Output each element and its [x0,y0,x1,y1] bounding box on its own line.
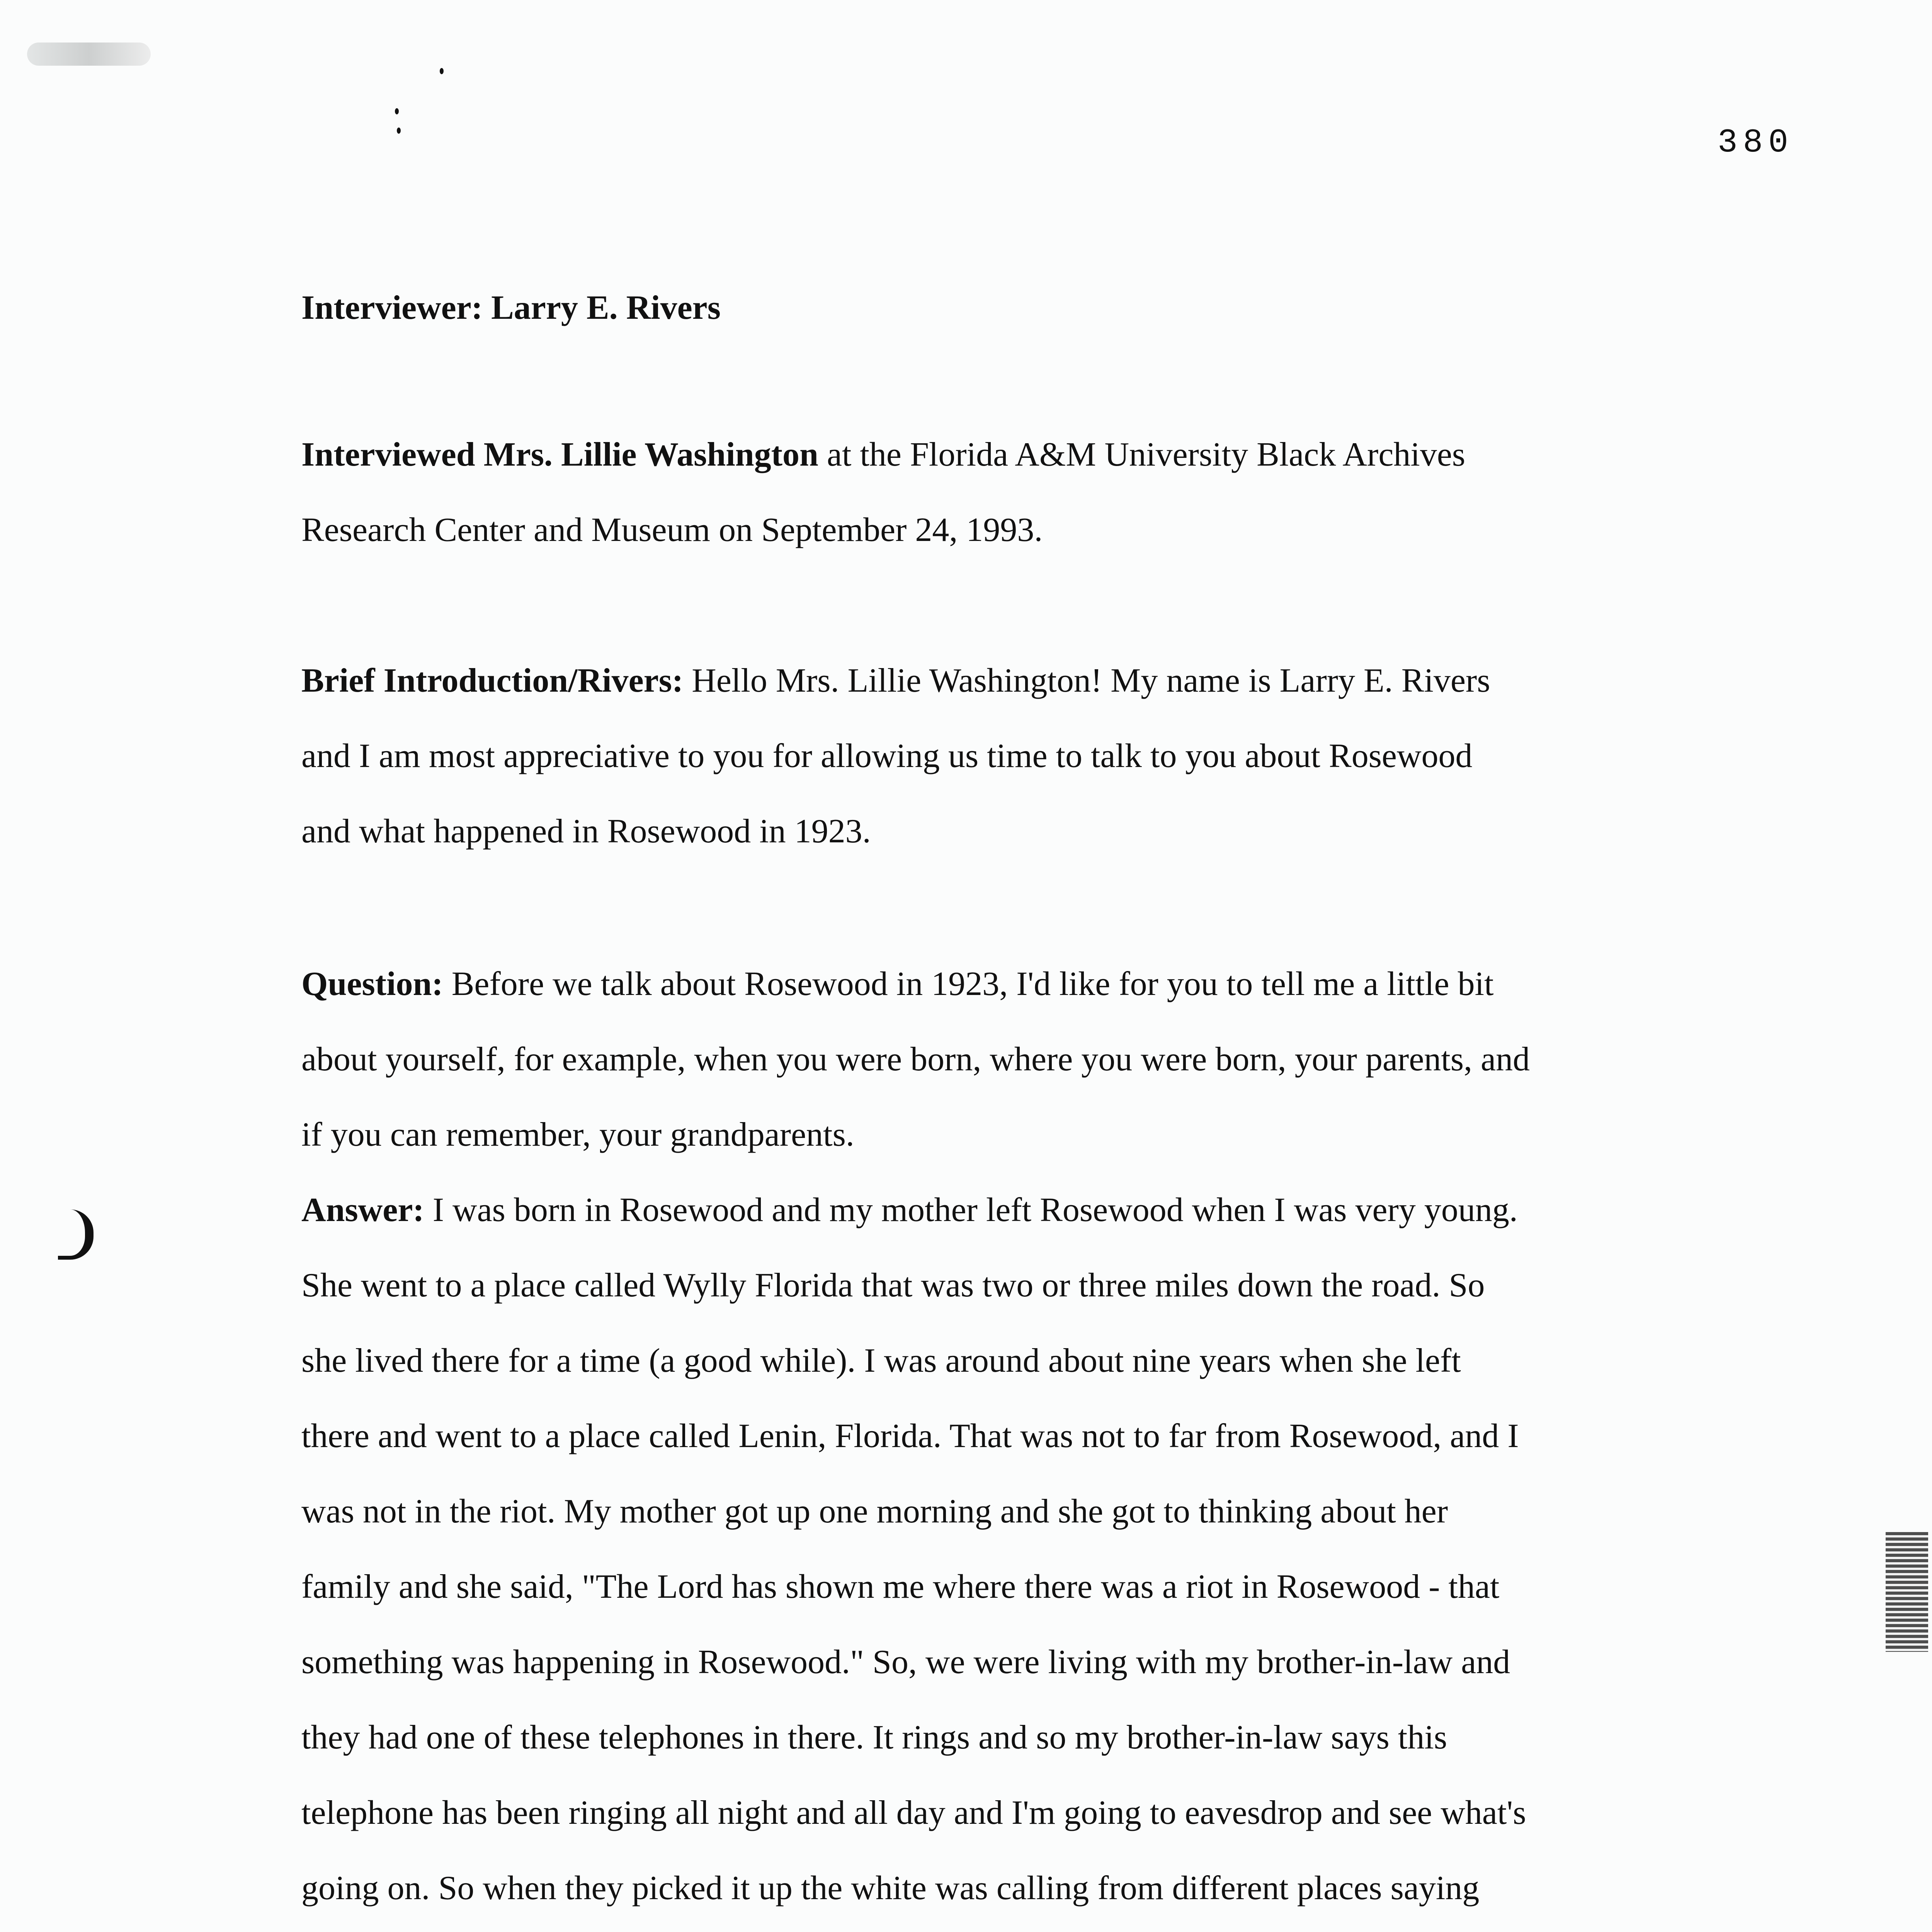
binder-hole-mark [58,1209,94,1260]
question-text: Before we talk about Rosewood in 1923, I'd like for you to tell me a little bit [443,965,1494,1003]
speck-mark [397,128,401,134]
speck-mark [395,108,399,114]
intro-line: and I am most appreciative to you for allowing us time to talk to you about Rosewood [301,737,1473,775]
interviewed-label: Interviewed Mrs. Lillie Washington [301,436,818,473]
interviewer-name: Larry E. Rivers [491,289,721,327]
intro-line: and what happened in Rosewood in 1923. [301,813,871,850]
interviewed-line [301,417,1465,492]
question-line [301,947,1494,1022]
interviewer-label: Interviewer: [301,289,483,327]
answer-line: family and she said, "The Lord has shown me where there was a riot in Rosewood - that [301,1568,1500,1605]
question-label: Question: [301,965,443,1003]
paper-damage [27,43,151,66]
answer-line: there and went to a place called Lenin, Florida. That was not to far from Rosewood, and I [301,1417,1519,1455]
intro-text: Hello Mrs. Lillie Washington! My name is Larry E. Rivers [683,662,1490,699]
answer-line [301,1926,1476,1932]
page-number: 380 [1718,124,1794,162]
interviewed-line-2: Research Center and Museum on September 24, 1993. [301,511,1043,549]
answer-line: was not in the riot. My mother got up one morning and she got to thinking about her [301,1493,1448,1530]
intro-label: Brief Introduction/Rivers: [301,662,684,699]
question-line: if you can remember, your grandparents. [301,1116,854,1153]
answer-line: she lived there for a time (a good while). I was around about nine years when she left [301,1342,1461,1379]
answer-line: they had one of these telephones in there. It rings and so my brother-in-law says this [301,1719,1447,1756]
answer-line: going on. So when they picked it up the white was calling from different places saying [301,1869,1480,1907]
answer-line: telephone has been ringing all night and all day and I'm going to eavesdrop and see what's [301,1794,1526,1832]
answer-line: something was happening in Rosewood." So, we were living with my brother-in-law and [301,1643,1510,1681]
speck-mark [440,68,444,74]
answer-line: She went to a place called Wylly Florida that was two or three miles down the road. So [301,1267,1485,1304]
answer-line [301,1173,1518,1248]
question-line: about yourself, for example, when you were born, where you were born, your parents, and [301,1041,1530,1078]
answer-text: I was born in Rosewood and my mother left Rosewood when I was very young. [424,1191,1518,1229]
interviewer-line [301,270,721,345]
intro-line [301,643,1490,718]
answer-label: Answer: [301,1191,424,1229]
scan-artifact [1886,1532,1928,1652]
interviewed-location: at the Florida A&M University Black Archives [818,436,1466,473]
